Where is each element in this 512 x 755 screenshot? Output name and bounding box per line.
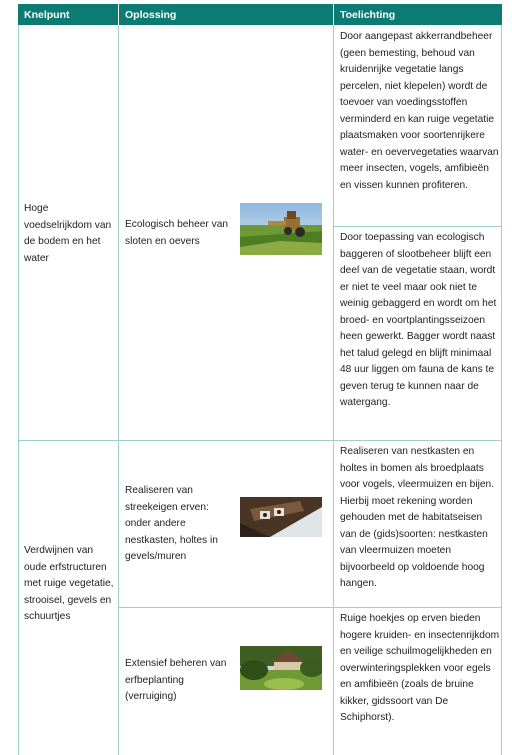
grid-line [333, 226, 502, 227]
oplossing-cell: Extensief beheren van erfbeplanting (verruiging) [125, 658, 227, 702]
toelichting-cell: Door aangepast akkerrandbeheer (geen bemesting, behoud van kruidenrijke vegetatie langs percelen, niet klepelen) wordt de toevoer van voedingsstoffen verminderd en kan ruige vegetatie plaatsmaken voor soortenrijkere water- en oevervegetaties waarvan meer insecten, vogels, amfibieën en vissen kunnen profiteren. [340, 31, 499, 191]
header-toelichting: Toelichting [340, 9, 396, 21]
measures-table [18, 4, 502, 755]
knelpunt-cell: Hoge voedselrijkdom van de bodem en het water [24, 203, 112, 264]
grid-line [333, 25, 334, 755]
header-knelpunt-cell [18, 4, 118, 25]
header-knelpunt: Knelpunt [24, 9, 70, 21]
grid-line [118, 607, 502, 608]
toelichting-cell: Door toepassing van ecologisch baggeren of slootbeheer blijft een deel van de vegetatie staan, wordt er niet te veel maar ook niet te weinig gebaggerd en wordt om het broed- en voortplantingsseizoen heen gewerkt. Bagger wordt naast het talud gelegd en blijft minimaal 48 uur liggen om fauna de kans te geven terug te kunnen naar de watergang. [340, 232, 497, 408]
oplossing-cell: Ecologisch beheer van sloten en oevers [125, 219, 229, 247]
grid-line [118, 25, 119, 755]
overgrown-farmyard-garden-photo [240, 646, 322, 690]
grid-line [501, 25, 502, 755]
grid-line [18, 440, 502, 441]
knelpunt-cell: Verdwijnen van oude erfstructuren met ruige vegetatie, strooisel, gevels en schuurtjes [24, 545, 114, 622]
toelichting-cell: Ruige hoekjes op erven bieden hogere kruiden- en insectenrijkdom en veilige schuilmogelijkheden en overwinteringsplekken voor egels en amfibieën (zoals de bruine kikker, gidssoort van De Schiphorst). [340, 613, 500, 723]
grid-line [18, 25, 19, 755]
nest-boxes-under-eaves-photo [240, 497, 322, 537]
header-oplossing-cell [119, 4, 333, 25]
toelichting-cell: Realiseren van nestkasten en holtes in bomen als broedplaats voor vogels, vleermuizen en bijen. Hierbij moet rekening worden gehouden met de habitatseisen van de (gids)soorten: nestkasten van vleermuizen moeten bijvoorbeeld op voldoende hoog hangen. [340, 446, 495, 589]
header-oplossing: Oplossing [125, 9, 177, 21]
oplossing-cell: Realiseren van streekeigen erven: onder andere nestkasten, holtes in gevels/muren [125, 485, 218, 562]
header-toelichting-cell [334, 4, 502, 25]
tractor-mowing-ditch-bank-photo [240, 203, 322, 255]
